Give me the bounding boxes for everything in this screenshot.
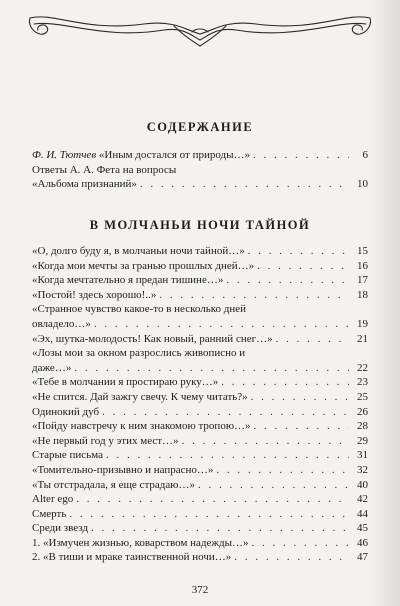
dot-leader <box>248 244 349 259</box>
entry-page: 22 <box>357 361 368 374</box>
dot-leader <box>91 521 349 536</box>
entry-page: 42 <box>357 493 368 506</box>
toc-entry[interactable] <box>32 375 368 390</box>
dot-leader <box>234 550 349 565</box>
toc-entry[interactable] <box>32 259 368 274</box>
entry-page: 32 <box>357 463 368 476</box>
section-heading-v-molchani: В МОЛЧАНЬИ НОЧИ ТАЙНОЙ <box>89 218 311 232</box>
entry-title: Старые письма <box>32 449 103 462</box>
bleed-through-text <box>32 58 368 108</box>
toc-entry[interactable] <box>32 405 368 420</box>
toc-entry[interactable] <box>32 492 368 507</box>
dot-leader <box>198 478 349 493</box>
entry-title: «Томительно-призывно и напрасно…» <box>32 463 214 476</box>
toc-entry[interactable] <box>32 463 368 478</box>
toc-entry[interactable] <box>32 148 368 163</box>
toc-entry[interactable] <box>32 346 368 361</box>
toc-entry[interactable] <box>32 507 368 522</box>
toc-entry[interactable] <box>32 521 368 536</box>
entry-title: овладело…» <box>32 317 91 330</box>
entry-page: 46 <box>357 536 368 549</box>
entry-page: 15 <box>357 245 368 257</box>
entry-title: Среди звезд <box>32 522 89 535</box>
dot-leader <box>74 361 349 376</box>
entry-page: 19 <box>357 317 368 330</box>
entry-title: 1. «Измучен жизнью, коварством надежды…» <box>32 536 249 549</box>
entry-title: «Когда мои мечты за гранью прошлых дней…» <box>32 259 255 272</box>
entry-page: 26 <box>357 405 368 418</box>
dot-leader <box>76 492 349 507</box>
toc-section-1 <box>32 148 368 192</box>
toc-entry[interactable] <box>32 419 368 434</box>
entry-title: Alter ego <box>32 493 74 506</box>
toc-entry[interactable] <box>32 273 368 288</box>
entry-title: «Тебе в молчании я простираю руку…» <box>32 376 219 389</box>
entry-page: 10 <box>357 178 368 191</box>
page-gutter-shadow <box>370 0 400 606</box>
entry-page: 29 <box>357 434 368 447</box>
entry-page: 25 <box>357 390 368 403</box>
entry-page: 31 <box>357 449 368 462</box>
dot-leader <box>216 463 349 478</box>
dot-leader <box>94 317 349 332</box>
entry-page: 40 <box>357 478 368 491</box>
entry-page: 47 <box>357 551 368 564</box>
dot-leader <box>251 390 349 405</box>
entry-title: «Когда мечтательно я предан тишине…» <box>32 274 224 287</box>
entry-page: 28 <box>357 420 368 433</box>
dot-leader <box>221 375 349 390</box>
ornament-divider <box>24 10 376 50</box>
entry-title: «Пойду навстречу к ним знакомою тропою…» <box>32 420 251 433</box>
dot-leader <box>140 177 349 192</box>
dot-leader <box>159 288 349 303</box>
toc-entry[interactable] <box>32 390 368 405</box>
dot-leader <box>182 434 349 449</box>
entry-title: «Иным достался от природы…» <box>96 149 251 161</box>
dot-leader <box>251 536 349 551</box>
entry-page: 17 <box>357 274 368 287</box>
toc-entry[interactable] <box>32 434 368 449</box>
dot-leader <box>69 507 349 522</box>
toc-entry[interactable] <box>32 302 368 317</box>
entry-title: Одинокий дуб <box>32 405 100 418</box>
entry-page: 16 <box>357 259 368 272</box>
dot-leader <box>106 448 349 463</box>
toc-entry[interactable] <box>32 177 368 192</box>
entry-title: «Ты отстрадала, я еще страдаю…» <box>32 478 195 491</box>
entry-title: даже…» <box>32 361 72 374</box>
entry-author: Ф. И. Тютчев <box>32 149 97 161</box>
toc-section-2 <box>32 244 368 565</box>
dot-leader <box>254 419 349 434</box>
toc-entry[interactable] <box>32 244 368 259</box>
toc-entry[interactable] <box>32 361 368 376</box>
toc-entry[interactable] <box>32 317 368 332</box>
entry-page: 44 <box>357 507 368 520</box>
toc-entry[interactable] <box>32 536 368 551</box>
dot-leader <box>253 148 349 163</box>
entry-title: «Не первый год у этих мест…» <box>32 434 179 447</box>
toc-entry[interactable] <box>32 163 368 178</box>
section-heading-contents: СОДЕРЖАНИЕ <box>146 120 254 134</box>
entry-title: 2. «В тиши и мраке таинственной ночи…» <box>32 551 232 564</box>
entry-title: «Эх, шутка-молодость! Как новый, ранний снег…» <box>32 332 273 345</box>
entry-title: «О, долго буду я, в молчаньи ночи тайной…» <box>32 245 245 257</box>
entry-page: 23 <box>357 376 368 389</box>
entry-title: «Лозы мои за окном разрослись живописно и <box>32 347 246 360</box>
dot-leader <box>226 273 349 288</box>
toc-entry[interactable] <box>32 288 368 303</box>
toc-entry[interactable] <box>32 478 368 493</box>
entry-title: «Альбома признаний» <box>32 178 137 191</box>
entry-title: Смерть <box>32 507 67 520</box>
toc-entry[interactable] <box>32 332 368 347</box>
page-number: 372 <box>191 584 209 596</box>
toc-entry[interactable] <box>32 448 368 463</box>
dot-leader <box>257 259 349 274</box>
toc-entry[interactable] <box>32 550 368 565</box>
entry-page: 18 <box>357 288 368 301</box>
entry-page: 45 <box>357 522 368 535</box>
entry-title: «Постой! здесь хорошо!..» <box>32 288 157 301</box>
dot-leader <box>102 405 349 420</box>
entry-title: Ответы А. А. Фета на вопросы <box>32 163 177 176</box>
entry-page: 21 <box>357 332 368 345</box>
entry-title: «Странное чувство какое-то в несколько дней <box>32 303 247 316</box>
entry-page: 6 <box>362 149 368 161</box>
dot-leader <box>276 332 349 347</box>
entry-title: «Не спится. Дай зажгу свечу. К чему читать?» <box>32 390 248 403</box>
